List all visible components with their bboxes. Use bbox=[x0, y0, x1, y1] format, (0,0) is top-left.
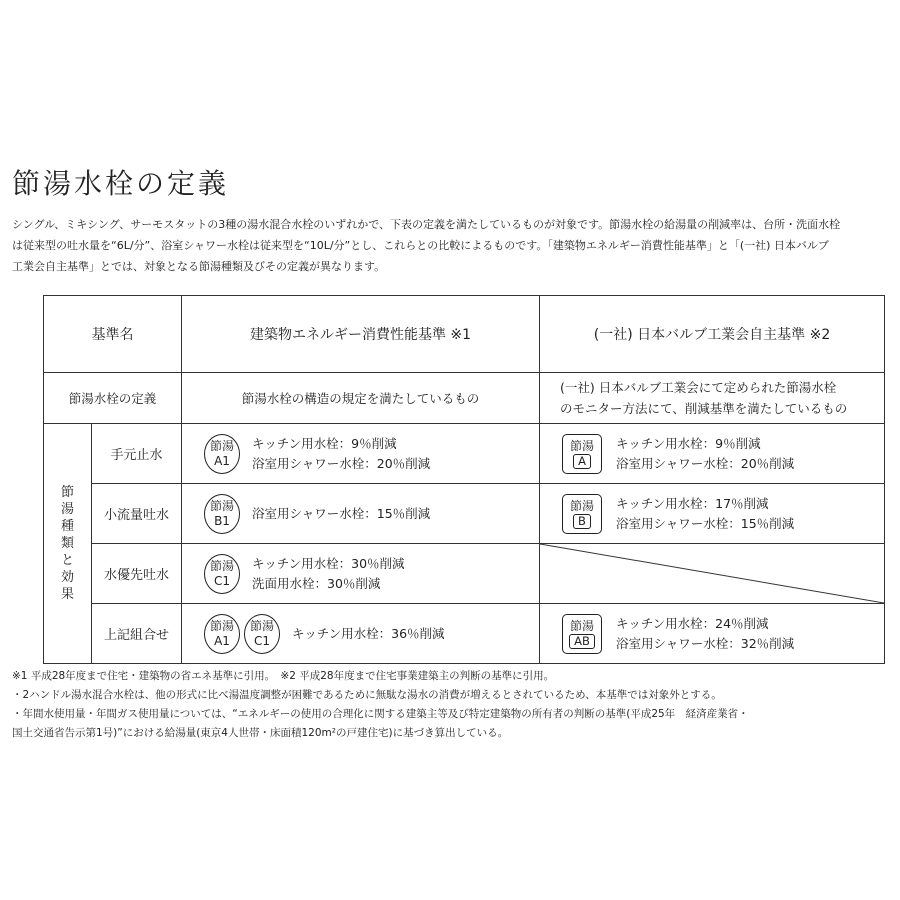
group-label-char: 節 bbox=[60, 485, 74, 500]
reduction-text: キッチン用水栓：30％削減 bbox=[252, 555, 405, 571]
definition-energy-standard: 節湯水栓の構造の規定を満たしているもの bbox=[182, 373, 540, 424]
intro-paragraph bbox=[12, 214, 892, 277]
reduction-text: 浴室用シャワー水栓：20％削減 bbox=[252, 455, 431, 471]
reduction-text: キッチン用水栓：36％削減 bbox=[292, 625, 445, 641]
valve-association-cell bbox=[540, 484, 885, 544]
intro-line: は従来型の吐水量を“6L/分”、浴室シャワー水栓は従来型を“10L/分”とし、これらとの比較によるものです。「建築物エネルギー消費性能基準」と「(一社) 日本バルブ bbox=[12, 239, 829, 252]
table-row bbox=[44, 544, 885, 604]
reduction-text: キッチン用水栓：24％削減 bbox=[616, 615, 769, 631]
setsuyu-a1-badge-icon: 節湯 A1 bbox=[204, 614, 240, 654]
not-applicable-cell bbox=[540, 544, 885, 604]
definition-line: のモニター方法にて、削減基準を満たしているもの bbox=[560, 401, 848, 416]
group-label-char: と bbox=[60, 553, 74, 568]
header-standard-name: 基準名 bbox=[44, 296, 182, 373]
definition-table bbox=[43, 295, 885, 664]
group-label-char: 類 bbox=[60, 536, 74, 551]
group-label-char: 効 bbox=[60, 570, 74, 585]
header-row bbox=[44, 296, 885, 373]
energy-standard-cell bbox=[182, 424, 540, 484]
group-label-vertical bbox=[44, 424, 92, 664]
table-row bbox=[44, 604, 885, 664]
definition-valve-association bbox=[540, 373, 885, 424]
reduction-text: キッチン用水栓：17％削減 bbox=[616, 495, 769, 511]
reduction-text: キッチン用水栓：9％削減 bbox=[252, 435, 397, 451]
table-row bbox=[44, 424, 885, 484]
setsuyu-ab-badge-icon: 節湯 AB bbox=[562, 614, 602, 654]
footnote: ※1 平成28年度まで住宅・建築物の省エネ基準に引用。 ※2 平成28年度まで住宅事業建築主の判断の基準に引用。 bbox=[12, 670, 555, 682]
reduction-text: 浴室用シャワー水栓：20％削減 bbox=[616, 455, 795, 471]
footnote: ・2ハンドル湯水混合水栓は、他の形式に比べ湯温度調整が困難であるために無駄な湯水の消費が増えるとされているため、本基準では対象外とする。 bbox=[12, 689, 722, 701]
energy-standard-cell bbox=[182, 544, 540, 604]
reduction-text: キッチン用水栓：9％削減 bbox=[616, 435, 761, 451]
valve-association-cell bbox=[540, 424, 885, 484]
energy-standard-cell bbox=[182, 604, 540, 664]
definition-row bbox=[44, 373, 885, 424]
setsuyu-c1-badge-icon: 節湯 C1 bbox=[204, 554, 240, 594]
intro-line: 工業会自主基準」とでは、対象となる節湯種類及びその定義が異なります。 bbox=[12, 260, 386, 273]
reduction-text: 洗面用水栓：30％削減 bbox=[252, 575, 381, 591]
table-row bbox=[44, 484, 885, 544]
reduction-text: 浴室用シャワー水栓：32％削減 bbox=[616, 635, 795, 651]
footnote: 国土交通省告示第1号)”における給湯量(東京4人世帯・床面積120m²の戸建住宅)に基づき算出している。 bbox=[12, 727, 509, 739]
reduction-text: 浴室用シャワー水栓：15％削減 bbox=[616, 515, 795, 531]
row-label: 水優先吐水 bbox=[92, 544, 182, 604]
valve-association-cell bbox=[540, 604, 885, 664]
setsuyu-a-badge-icon: 節湯 A bbox=[562, 434, 602, 474]
footnote: ・年間水使用量・年間ガス使用量については、“エネルギーの使用の合理化に関する建築主等及び特定建築物の所有者の判断の基準(平成25年 経済産業省・ bbox=[12, 708, 749, 720]
header-valve-association-standard: (一社) 日本バルブ工業会自主基準 ※2 bbox=[540, 296, 885, 373]
reduction-text: 浴室用シャワー水栓：15％削減 bbox=[252, 505, 431, 521]
definition-label: 節湯水栓の定義 bbox=[44, 373, 182, 424]
definition-line: (一社) 日本バルブ工業会にて定められた節湯水栓 bbox=[560, 380, 837, 395]
setsuyu-a1-badge-icon: 節湯 A1 bbox=[204, 434, 240, 474]
row-label: 手元止水 bbox=[92, 424, 182, 484]
row-label: 上記組合せ bbox=[92, 604, 182, 664]
diagonal-line-icon bbox=[540, 544, 884, 603]
header-energy-standard: 建築物エネルギー消費性能基準 ※1 bbox=[182, 296, 540, 373]
footnotes bbox=[12, 667, 892, 743]
setsuyu-b1-badge-icon: 節湯 B1 bbox=[204, 494, 240, 534]
group-label-char: 果 bbox=[60, 587, 74, 602]
intro-line: シングル、ミキシング、サーモスタットの3種の湯水混合水栓のいずれかで、下表の定義を満たしているものが対象です。節湯水栓の給湯量の削減率は、台所・洗面水栓 bbox=[12, 218, 841, 231]
page-title: 節湯水栓の定義 bbox=[12, 167, 230, 200]
setsuyu-c1-badge-icon: 節湯 C1 bbox=[244, 614, 280, 654]
group-label-char: 湯 bbox=[60, 502, 74, 517]
energy-standard-cell bbox=[182, 484, 540, 544]
group-label-char: 種 bbox=[60, 519, 74, 534]
setsuyu-b-badge-icon: 節湯 B bbox=[562, 494, 602, 534]
row-label: 小流量吐水 bbox=[92, 484, 182, 544]
